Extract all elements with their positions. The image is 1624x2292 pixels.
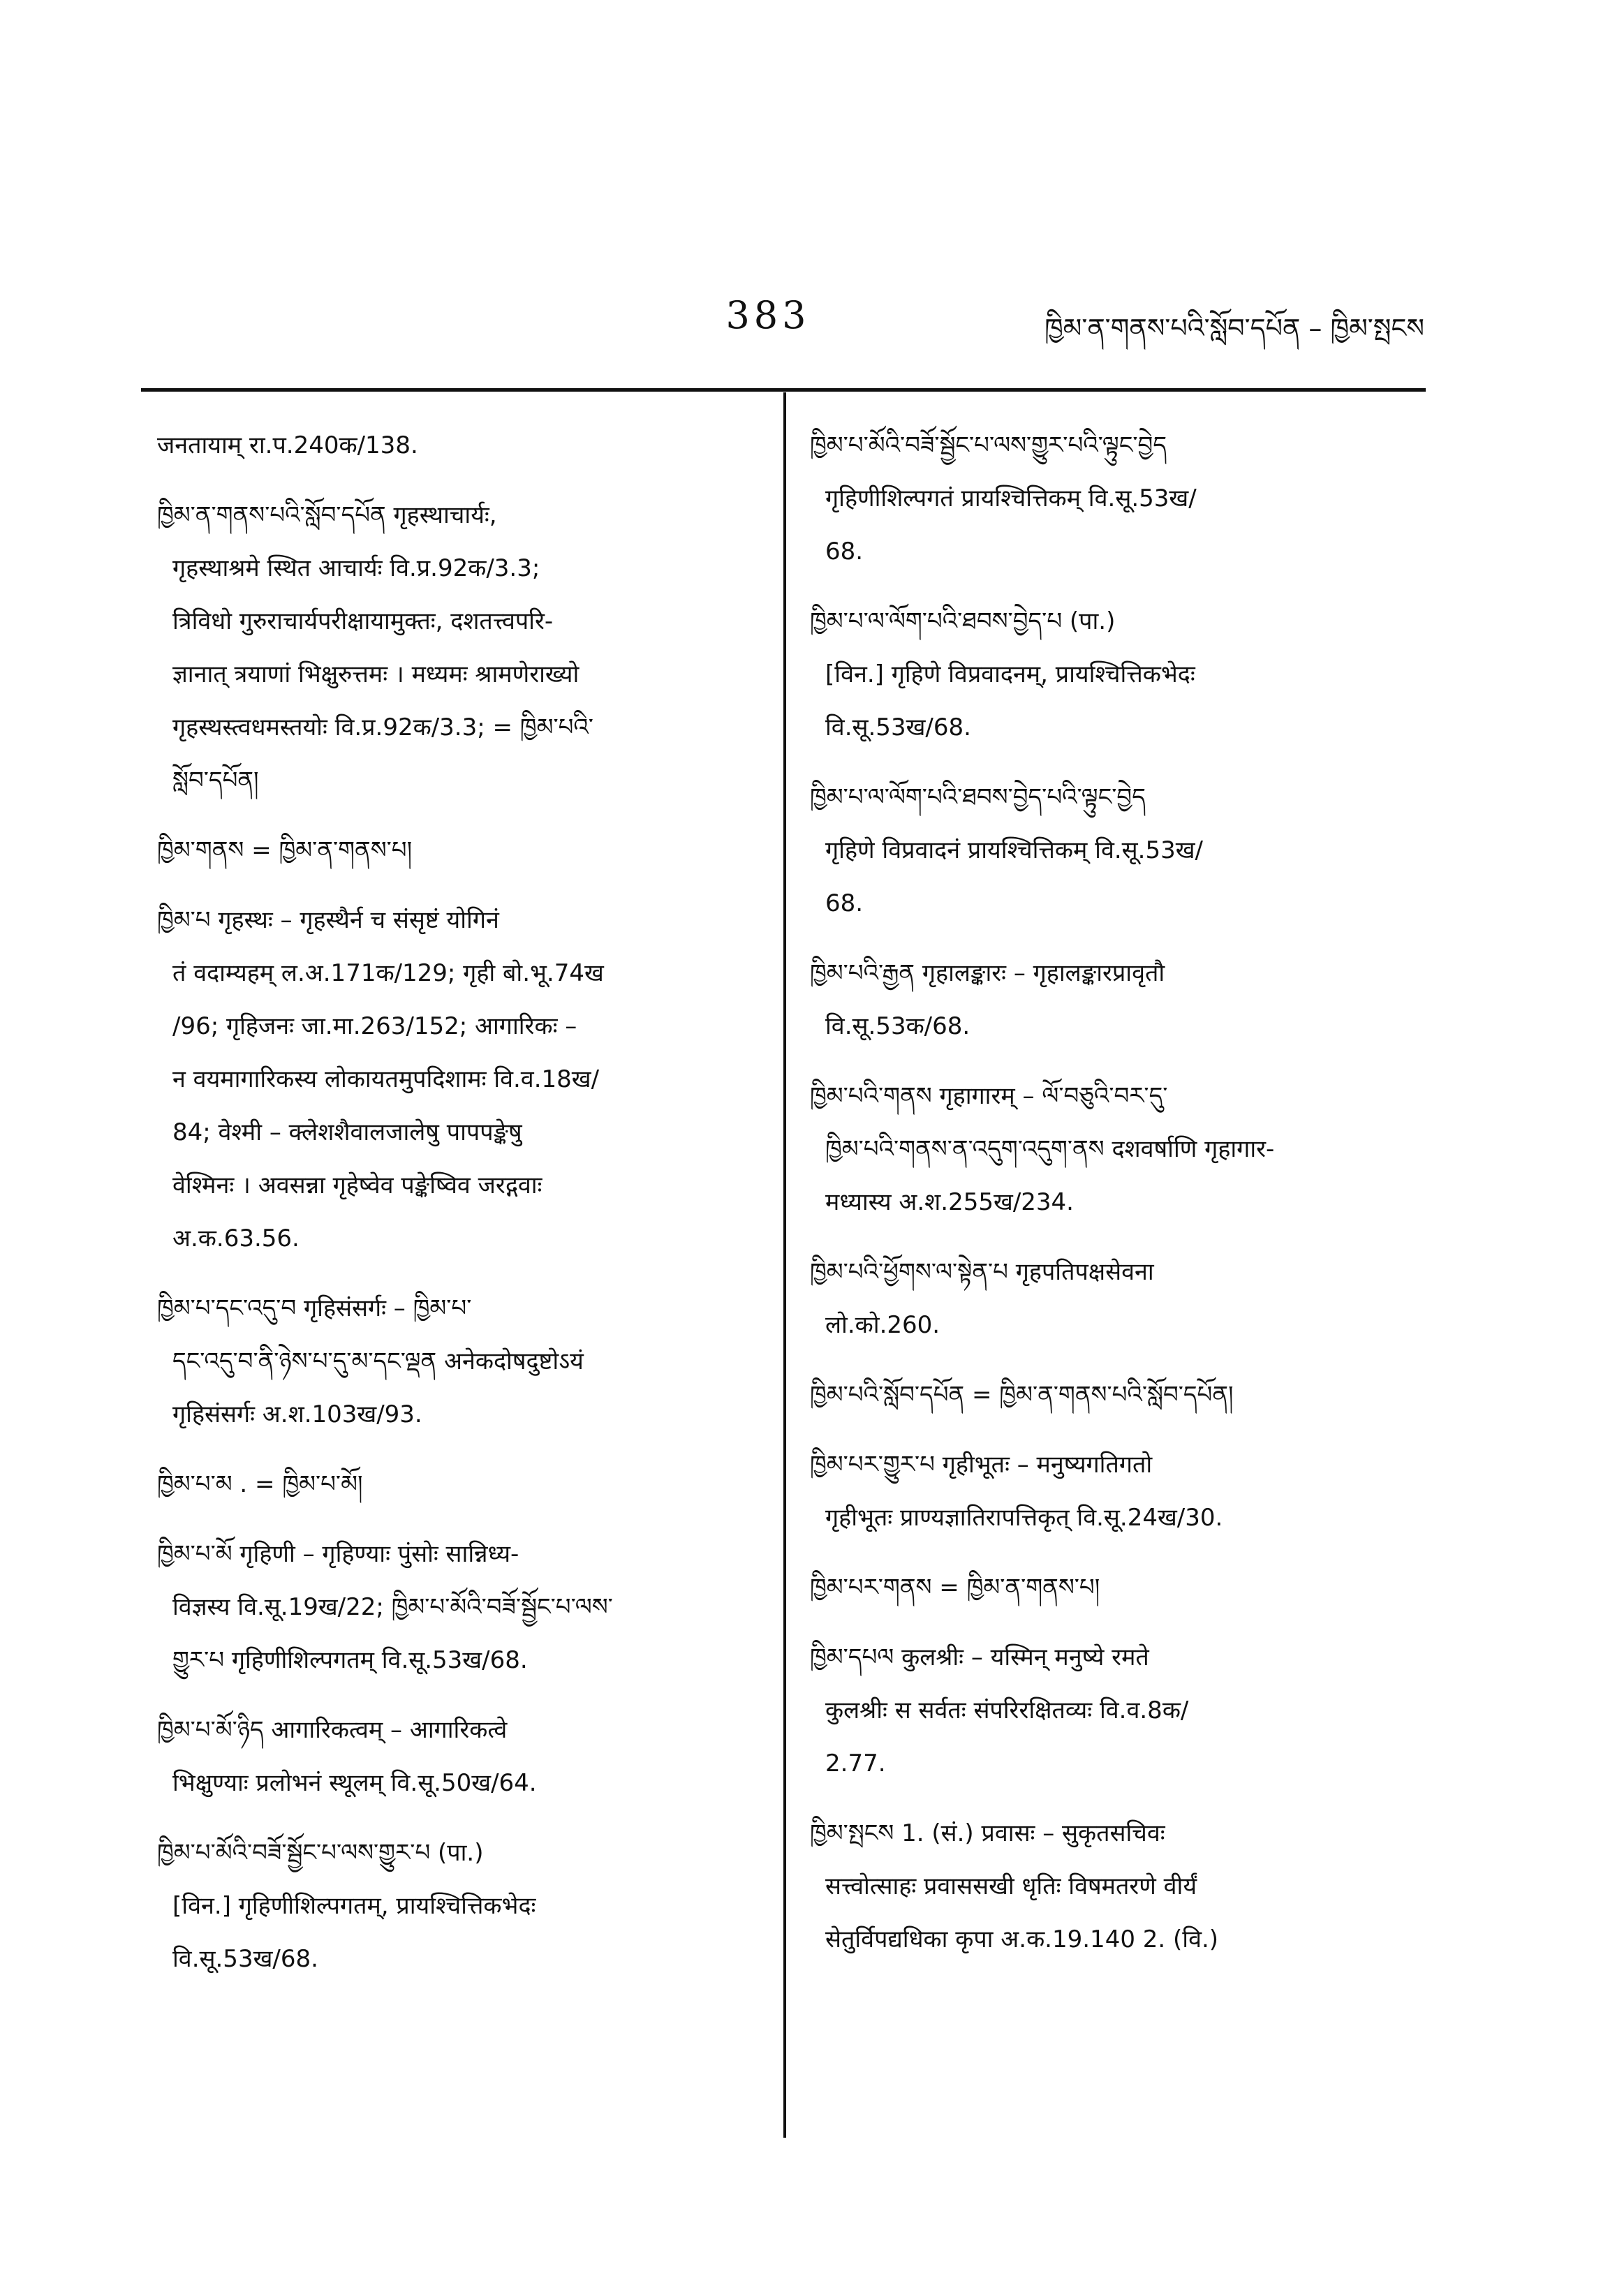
entry-line: वि.सू.53क/68. [825, 1012, 970, 1040]
dictionary-entry [157, 1282, 754, 1441]
entry-headline: ཁྱིམ་པའི་གནས गृहागारम् – ལོ་བཅུའི་བར་དུ་ [810, 1082, 1168, 1110]
entry-headline: ཁྱིམ་པའི་ཕྱོགས་ལ་སྟེན་པ गृहपतिपक्षसेवना [810, 1258, 1154, 1286]
dictionary-entry [810, 1631, 1417, 1790]
dictionary-entry [157, 1826, 754, 1986]
dictionary-entry [810, 771, 1417, 930]
dictionary-entry [157, 824, 754, 877]
entry-line: त्रिविधो गुरुराचार्यपरीक्षायामुक्तः, दशतत्त्वपरि- [172, 607, 554, 635]
entry-line: སློབ་དཔོན། [172, 767, 259, 794]
dictionary-entry [810, 1368, 1417, 1421]
entry-line: विज्ञस्य वि.सू.19ख/22; ཁྱིམ་པ་མོའི་བཟོ་སྦྱོང་པ་ལས་ [172, 1593, 613, 1621]
entry-line: 84; वेश्मी – क्लेशशैवालजालेषु पापपङ्केषु [172, 1118, 522, 1146]
entry-line: सत्त्वोत्साहः प्रवाससखी धृतिः विषमतरणे वीर्यं [825, 1872, 1197, 1900]
entry-line: གྱུར་པ गृहिणीशिल्पगतम् वि.सू.53ख/68. [172, 1646, 528, 1674]
entry-line: गृहस्थस्त्वधमस्तयोः वि.प्र.92क/3.3; = ཁྱིམ་པའི་ [172, 714, 593, 741]
entry-line: गृहिणीशिल्पगतं प्रायश्चित्तिकम् वि.सू.53ख/ [825, 485, 1197, 512]
entry-line: गृहिणे विप्रवादनं प्रायश्चित्तिकम् वि.सू.53ख/ [825, 836, 1203, 864]
entry-line: कुलश्रीः स सर्वतः संपरिरक्षितव्यः वि.व.8क/ [825, 1696, 1189, 1724]
entry-headline: ཁྱིམ་པ་མོ गृहिणी – गृहिण्याः पुंसोः सान्निध्य- [157, 1540, 519, 1568]
dictionary-entry [810, 1070, 1417, 1229]
entry-line: सेतुर्विपद्यधिका कृपा अ.क.19.140 2. (वि.) [825, 1925, 1219, 1953]
entry-line: वि.सू.53ख/68. [172, 1945, 318, 1973]
entry-line: अ.क.63.56. [172, 1225, 300, 1252]
entry-line: ज्ञानात् त्रयाणां भिक्षुरुत्तमः । मध्यमः श्रामणेराख्यो [172, 660, 580, 688]
entry-line: न वयमागारिकस्य लोकायतमुपदिशामः वि.व.18ख/ [172, 1065, 600, 1093]
dictionary-entry [810, 1245, 1417, 1352]
dictionary-entry [810, 595, 1417, 754]
entry-headline: ཁྱིམ་པ་མོའི་བཟོ་སྦྱོང་པ་ལས་གྱུར་པ (पा.) [157, 1839, 484, 1867]
entry-line: /96; गृहिजनः जा.मा.263/152; आगारिकः – [172, 1012, 577, 1040]
entry-line: [विन.] गृहिणे विप्रवादनम्, प्रायश्चित्तिकभेदः [825, 660, 1195, 688]
dictionary-entry [810, 1438, 1417, 1544]
running-head: ཁྱིམ་ན་གནས་པའི་སློབ་དཔོན – ཁྱིམ་སྤངས [1044, 313, 1424, 343]
entry-headline: ཁྱིམ་པར་གྱུར་པ गृहीभूतः – मनुष्यगतिगतो [810, 1451, 1153, 1479]
entry-line: गृहीभूतः प्राण्यज्ञातिरापत्तिकृत् वि.सू.24ख/30. [825, 1504, 1223, 1532]
dictionary-entry [157, 489, 754, 807]
entry-line: गृहिसंसर्गः अ.श.103ख/93. [172, 1400, 422, 1428]
entry-line: वि.सू.53ख/68. [825, 714, 971, 741]
entry-line: 68. [825, 538, 864, 565]
entry-line: मध्यास्य अ.श.255ख/234. [825, 1188, 1074, 1216]
entry-headline: ཁྱིམ་པ་དང་འདུ་བ गृहिसंसर्गः – ཁྱིམ་པ་ [157, 1294, 472, 1322]
dictionary-entry [157, 419, 754, 472]
entry-headline: ཁྱིམ་པ गृहस्थः – गृहस्थैर्न च संसृष्टं योगिनं [157, 906, 499, 934]
entry-line: वेश्मिनः । अवसन्ना गृहेष्वेव पङ्केष्विव जरद्गवाः [172, 1171, 542, 1199]
entry-line: དང་འདུ་བ་ནི་ཉེས་པ་དུ་མ་དང་ལྡན अनेकदोषदुष्टोऽयं [172, 1347, 584, 1375]
entry-headline: ཁྱིམ་གནས = ཁྱིམ་ན་གནས་པ། [157, 836, 413, 864]
entry-line: ཁྱིམ་པའི་གནས་ན་འདུག་འདུག་ནས दशवर्षाणि गृहागार- [825, 1135, 1275, 1163]
dictionary-entry [157, 894, 754, 1265]
right-column [810, 419, 1417, 1983]
entry-line: तं वदाम्यहम् ल.अ.171क/129; गृही बो.भू.74ख [172, 959, 604, 987]
entry-line: 2.77. [825, 1750, 886, 1777]
dictionary-entry [157, 1458, 754, 1511]
column-divider [783, 392, 786, 2138]
entry-line: भिक्षुण्याः प्रलोभनं स्थूलम् वि.सू.50ख/64. [172, 1769, 537, 1797]
header-rule [141, 388, 1426, 392]
entry-line: लो.को.260. [825, 1311, 940, 1339]
dictionary-entry [157, 1703, 754, 1810]
entry-line: 68. [825, 889, 864, 917]
entry-line: [विन.] गृहिणीशिल्पगतम्, प्रायश्चित्तिकभेदः [172, 1892, 536, 1920]
entry-headline: जनतायाम् रा.प.240क/138. [157, 431, 418, 459]
entry-headline: ཁྱིམ་པའི་སློབ་དཔོན = ཁྱིམ་ན་གནས་པའི་སློབ་དཔོན། [810, 1381, 1234, 1409]
entry-headline: ཁྱིམ་པ་ལ་ལོག་པའི་ཐབས་བྱེད་པའི་ལྟུང་བྱེད [810, 783, 1146, 811]
entry-headline: ཁྱིམ་སྤངས 1. (सं.) प्रवासः – सुकृतसचिवः [810, 1819, 1165, 1847]
entry-headline: ཁྱིམ་པར་གནས = ཁྱིམ་ན་གནས་པ། [810, 1574, 1100, 1602]
dictionary-entry [810, 1561, 1417, 1614]
entry-headline: ཁྱིམ་པ་ལ་ལོག་པའི་ཐབས་བྱེད་པ (पा.) [810, 607, 1116, 635]
entry-headline: ཁྱིམ་པའི་རྒྱན गृहालङ्कारः – गृहालङ्कारप्रावृतौ [810, 959, 1165, 987]
dictionary-entry [810, 947, 1417, 1053]
page-number: 383 [725, 293, 811, 337]
entry-headline: ཁྱིམ་པ་མ . = ཁྱིམ་པ་མོ། [157, 1470, 363, 1498]
dictionary-entry [157, 1528, 754, 1687]
entry-headline: ཁྱིམ་པ་མོ་ཉིད आगारिकत्वम् – आगारिकत्वे [157, 1716, 508, 1744]
left-column [157, 419, 754, 2002]
entry-headline: ཁྱིམ་དཔལ कुलश्रीः – यस्मिन् मनुष्ये रमते [810, 1643, 1149, 1671]
entry-headline: ཁྱིམ་པ་མོའི་བཟོ་སྦྱོང་པ་ལས་གྱུར་པའི་ལྟུང་བྱེད [810, 431, 1167, 459]
entry-line: गृहस्थाश्रमे स्थित आचार्यः वि.प्र.92क/3.3; [172, 554, 540, 582]
dictionary-entry [810, 419, 1417, 578]
entry-headline: ཁྱིམ་ན་གནས་པའི་སློབ་དཔོན गृहस्थाचार्यः, [157, 501, 497, 529]
dictionary-entry [810, 1807, 1417, 1966]
